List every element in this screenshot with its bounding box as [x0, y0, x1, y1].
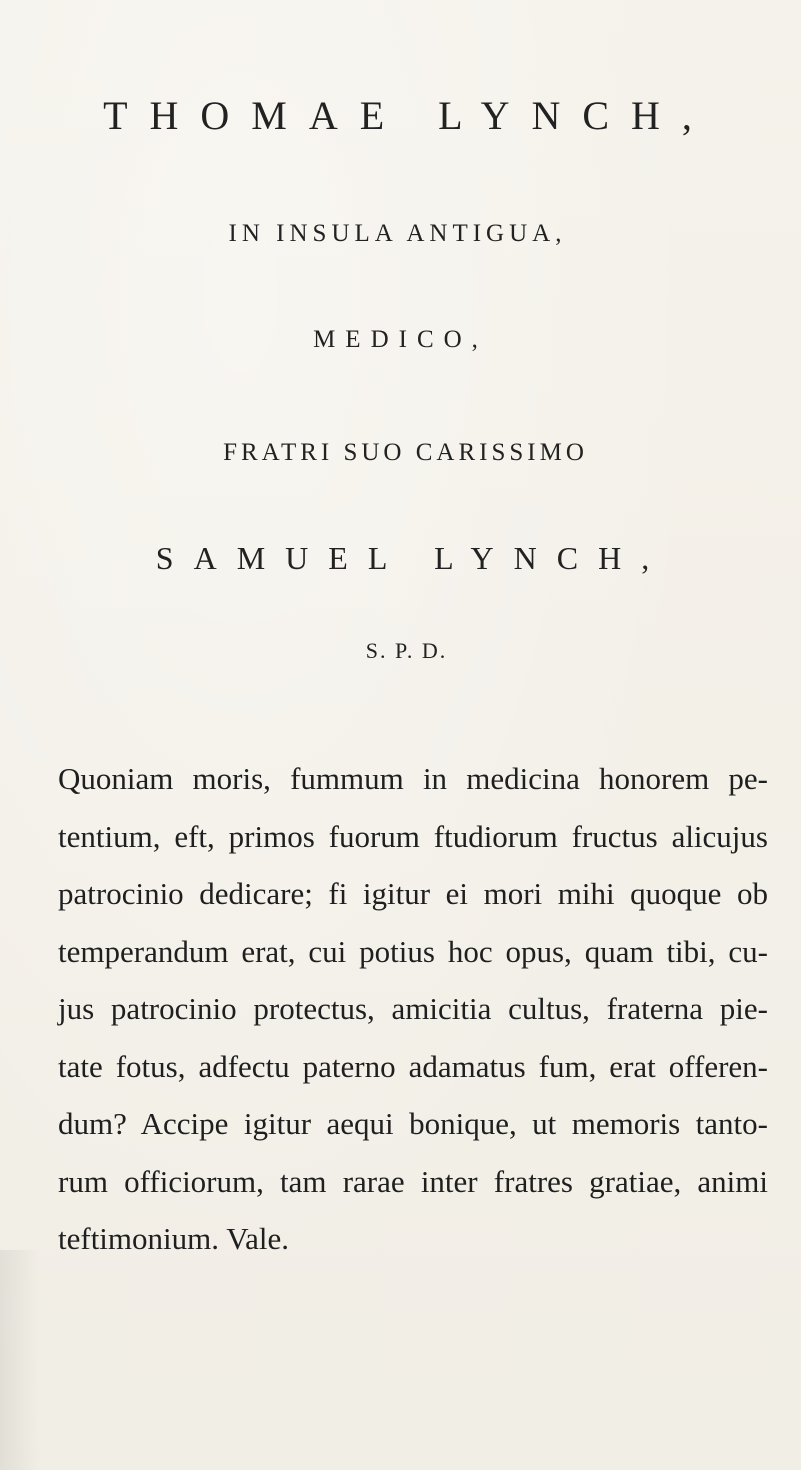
addressee-profession: MEDICO,: [313, 326, 488, 353]
page-edge-shadow: [0, 1250, 40, 1470]
body-line: patrocinio dedicare; fi igitur ei mori mihi quoque ob: [58, 876, 768, 911]
body-line: rum officiorum, tam rarae inter fratres gratiae, animi: [58, 1163, 768, 1199]
body-line: temperandum erat, cui potius hoc opus, quam tibi, cu-: [58, 933, 768, 969]
body-line: tentium, eft, primos fuorum ftudiorum fructus alicujus: [58, 818, 768, 854]
addressee-location: IN INSULA ANTIGUA,: [228, 220, 567, 247]
body-line: tate fotus, adfectu paterno adamatus fum, erat offeren-: [58, 1048, 768, 1084]
body-line: Quoniam moris, fummum in medicina honorem pe-: [58, 761, 768, 796]
dedicator-name: SAMUEL LYNCH,: [155, 540, 670, 576]
body-line-last: teftimonium. Vale.: [58, 1221, 290, 1256]
salutation: S. P. D.: [365, 638, 448, 663]
body-line: dum? Accipe igitur aequi bonique, ut memoris tanto-: [58, 1106, 768, 1141]
addressee-relation: FRATRI SUO CARISSIMO: [223, 439, 588, 466]
body-line: jus patrocinio protectus, amicitia cultus, fraterna pie-: [58, 991, 768, 1026]
addressee-name: THOMAE LYNCH,: [103, 93, 714, 138]
dedication-body: [58, 750, 768, 1268]
